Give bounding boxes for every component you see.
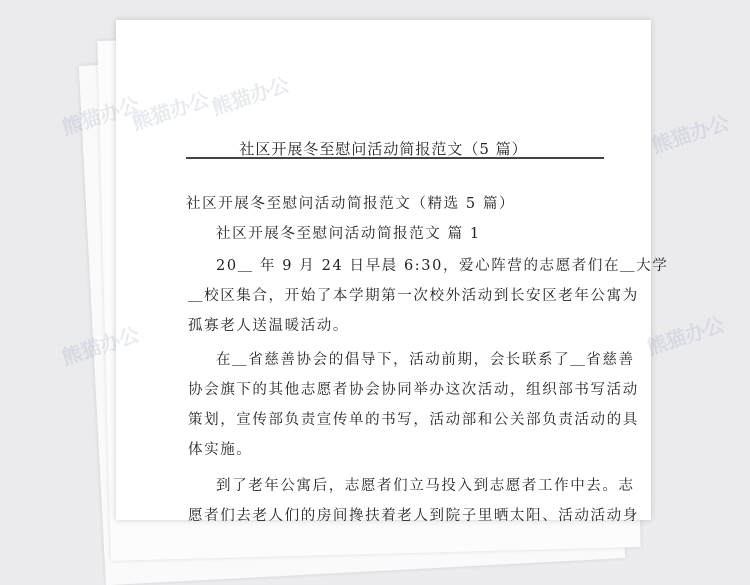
doc-line-section: 社区开展冬至慰问活动简报范文 篇 1: [216, 226, 481, 242]
doc-line: ＿校区集合，开始了本学期第一次校外活动到长安区老年公寓为: [188, 288, 639, 304]
doc-line-heading: 社区开展冬至慰问活动简报范文（精选 5 篇）: [186, 196, 516, 212]
document-title: 社区开展冬至慰问活动简报范文（5 篇）: [239, 140, 528, 158]
document-page: [116, 20, 669, 524]
doc-line: 策划，宣传部负责宣传单的书写，活动部和公关部负责活动的具: [188, 412, 639, 428]
doc-line: 20＿ 年 9 月 24 日早晨 6:30，爱心阵营的志愿者们在＿大学: [216, 258, 669, 274]
doc-line: 协会旗下的其他志愿者协会协同举办这次活动，组织部书写活动: [188, 382, 639, 398]
watermark: 熊猫办公: [648, 110, 733, 158]
doc-line: 在＿省慈善协会的倡导下，活动前期，会长联系了＿省慈善: [216, 352, 635, 368]
doc-line: 到了老年公寓后，志愿者们立马投入到志愿者工作中去。志: [216, 478, 635, 494]
doc-line: 愿者们去老人们的房间搀扶着老人到院子里晒太阳、活动活动身: [188, 508, 639, 524]
title-divider: [186, 157, 604, 159]
doc-line: 体实施。: [188, 442, 253, 458]
watermark: 熊猫办公: [643, 312, 728, 360]
doc-line: 孤寡老人送温暖活动。: [188, 318, 349, 334]
